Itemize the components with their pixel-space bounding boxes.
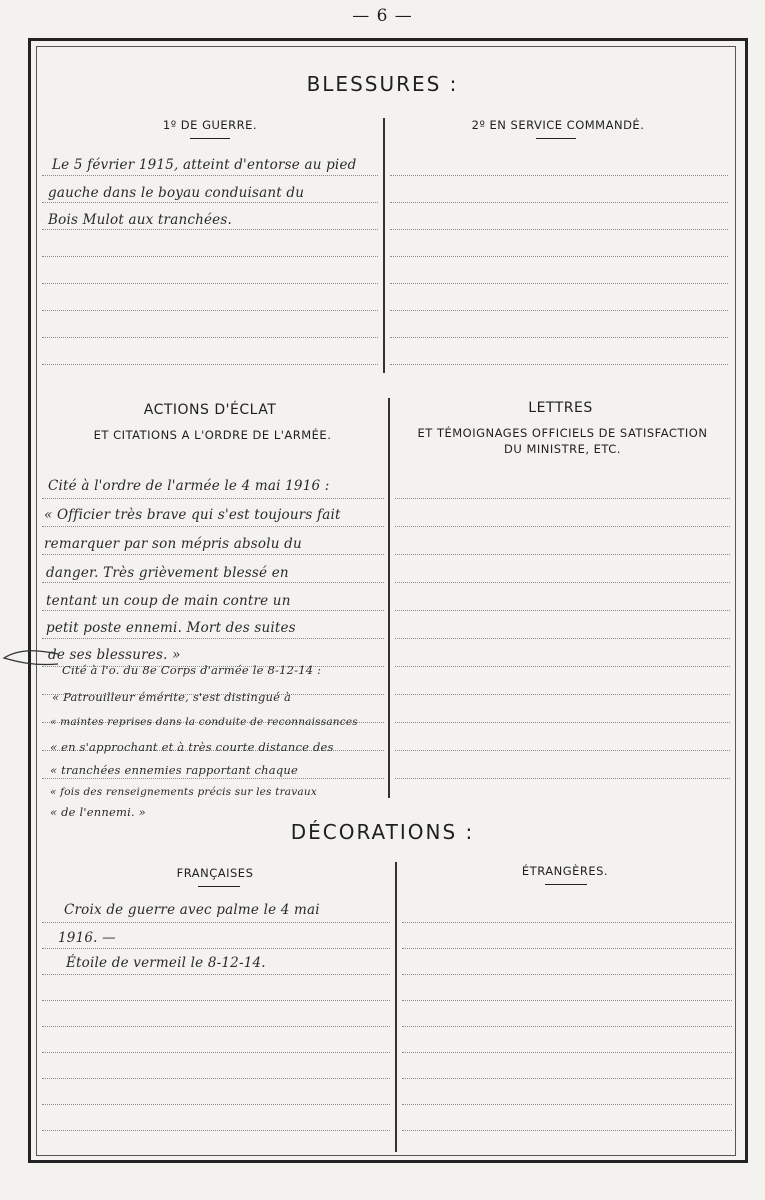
blessures-title: BLESSURES : [306,72,459,96]
blessures-entry-3: Bois Mulot aux tranchées. [48,212,232,228]
actions-entry-3: remarquer par son mépris absolu du [44,536,302,552]
blessures-war-lines [42,175,378,365]
blessures-entry-2: gauche dans le boyau conduisant du [48,185,305,201]
blessures-entry-1: Le 5 février 1915, atteint d'entorse au pied [52,157,357,173]
margin-arrow-icon [0,640,60,680]
actions-entry-8: Cité à l'o. du 8e Corps d'armée le 8-12-14 : [62,663,322,677]
decorations-foreign-underline [545,884,587,885]
actions-entry-14: « de l'ennemi. » [50,805,146,819]
blessures-service-underline [536,138,576,139]
decorations-entry-2: 1916. — [58,930,116,946]
decorations-french-underline [198,886,240,887]
actions-entry-1: Cité à l'ordre de l'armée le 4 mai 1916 : [48,478,330,494]
decorations-entry-1: Croix de guerre avec palme le 4 mai [64,902,320,918]
decorations-title: DÉCORATIONS : [290,820,475,844]
decorations-french-heading: FRANÇAISES [176,866,254,880]
actions-entry-6: petit poste ennemi. Mort des suites [46,620,296,636]
lettres-title: LETTRES [528,400,593,416]
lettres-subtitle-2: DU MINISTRE, ETC. [504,442,621,456]
blessures-war-underline [190,138,230,139]
actions-entry-9: « Patrouilleur émérite, s'est distingué à [52,690,292,704]
lettres-subtitle-1: ET TÉMOIGNAGES OFFICIELS DE SATISFACTION [417,426,708,440]
blessures-column-divider [383,118,385,373]
actions-entry-5: tentant un coup de main contre un [46,593,291,609]
actions-entry-4: danger. Très grièvement blessé en [46,565,289,581]
blessures-service-heading: 2º EN SERVICE COMMANDÉ. [471,118,645,132]
actions-entry-2: « Officier très brave qui s'est toujours fait [44,507,341,523]
actions-entry-7: de ses blessures. » [48,647,181,663]
actions-subtitle: ET CITATIONS A L'ORDRE DE L'ARMÉE. [93,428,332,442]
actions-entry-11: « en s'approchant et à très courte distance des [50,740,334,754]
actions-entry-10: « maintes reprises dans la conduite de reconnaissances [50,716,358,728]
page-number: — 6 — [352,6,413,26]
decorations-entry-3: Étoile de vermeil le 8-12-14. [66,955,266,971]
blessures-war-heading: 1º DE GUERRE. [162,118,258,132]
decorations-foreign-lines [402,922,732,1152]
actions-column-divider [388,398,390,798]
actions-title: ACTIONS D'ÉCLAT [143,402,277,418]
actions-entry-12: « tranchées ennemies rapportant chaque [50,763,298,777]
actions-entry-13: « fois des renseignements précis sur les travaux [50,786,317,798]
decorations-column-divider [395,862,397,1152]
decorations-foreign-heading: ÉTRANGÈRES. [521,864,609,878]
blessures-service-lines [390,175,728,365]
lettres-lines [395,498,730,798]
